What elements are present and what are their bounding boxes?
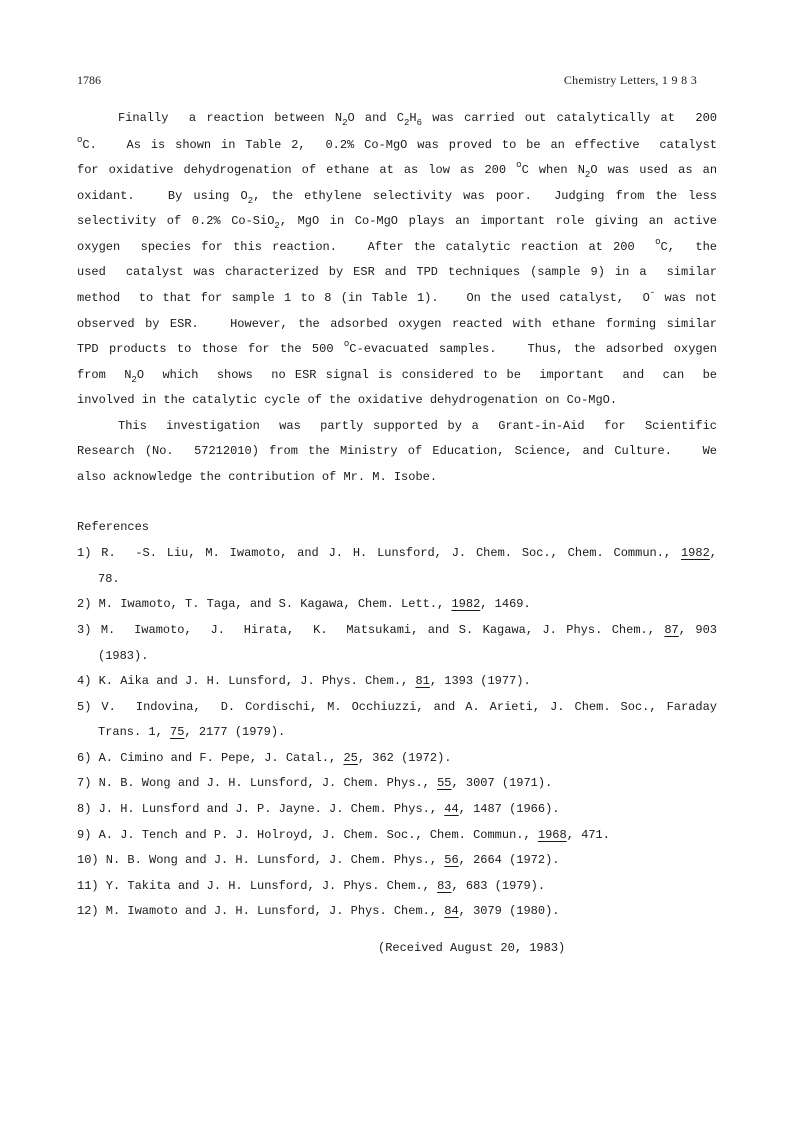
- reference-item: 5) V. Indovina, D. Cordischi, M. Occhiuzzi, and A. Arieti, J. Chem. Soc., Faraday: [77, 700, 717, 714]
- text-line: [77, 137, 717, 153]
- text-line: [77, 367, 717, 383]
- received-date: (Received August 20, 1983): [378, 941, 566, 955]
- reference-text: , 1469.: [480, 597, 531, 611]
- page-number: 1786: [77, 73, 101, 87]
- reference-item: [77, 852, 717, 868]
- reference-text: 2) M. Iwamoto, T. Taga, and S. Kagawa, Chem. Lett.,: [77, 597, 452, 611]
- reference-item: [77, 622, 717, 638]
- text-run: was not: [655, 291, 717, 305]
- text-run: C-evacuated samples. Thus, the adsorbed oxygen: [349, 342, 717, 356]
- reference-text: ,: [709, 546, 717, 560]
- reference-volume: 87: [664, 623, 679, 637]
- text-run: method to that for sample 1 to 8 (in Table 1). On the used catalyst, O: [77, 291, 650, 305]
- reference-item: [77, 775, 717, 791]
- reference-item: [77, 827, 717, 843]
- reference-text: 8) J. H. Lunsford and J. P. Jayne. J. Chem. Phys.,: [77, 802, 445, 816]
- reference-volume: 44: [444, 802, 459, 816]
- reference-volume: 81: [415, 674, 430, 688]
- superscript: -: [649, 288, 656, 298]
- reference-text: 9) A. J. Tench and P. J. Holroyd, J. Chem. Soc., Chem. Commun.,: [77, 828, 538, 842]
- superscript: o: [516, 160, 522, 170]
- text-run: Finally a reaction between N: [118, 111, 343, 125]
- text-line: involved in the catalytic cycle of the oxidative dehydrogenation on Co-MgO.: [77, 393, 618, 407]
- reference-item: [77, 878, 717, 894]
- reference-text: , 362 (1972).: [357, 751, 452, 765]
- reference-text: , 903: [678, 623, 717, 637]
- text-line: [77, 188, 717, 204]
- reference-item: [77, 750, 717, 766]
- superscript: o: [655, 237, 661, 247]
- reference-item: [77, 545, 717, 561]
- text-run: C, the: [660, 240, 717, 254]
- reference-item: [77, 673, 717, 689]
- reference-item: [77, 801, 717, 817]
- text-run: H: [409, 111, 417, 125]
- subscript: 6: [416, 118, 423, 128]
- text-line: observed by ESR. However, the adsorbed oxygen reacted with ethane forming similar: [77, 317, 717, 331]
- subscript: 2: [131, 375, 137, 385]
- text-line: This investigation was partly supported by a Grant-in-Aid for Scientific: [118, 419, 717, 433]
- superscript: o: [343, 339, 350, 349]
- text-line: [77, 162, 717, 178]
- reference-text: Trans. 1,: [98, 725, 171, 739]
- text-line: used catalyst was characterized by ESR and TPD techniques (sample 9) in a similar: [77, 265, 717, 279]
- subscript: 2: [404, 118, 410, 128]
- reference-volume: 75: [170, 725, 185, 739]
- text-run: oxygen species for this reaction. After the catalytic reaction at 200: [77, 240, 656, 254]
- text-run: O which shows no ESR signal is considered to be important and can be: [136, 368, 717, 382]
- text-run: C when N: [521, 163, 585, 177]
- reference-volume: 56: [444, 853, 459, 867]
- reference-text: , 2664 (1972).: [458, 853, 560, 867]
- text-run: O was used as an: [590, 163, 718, 177]
- references-heading: References: [77, 520, 150, 534]
- text-run: from N: [77, 368, 132, 382]
- text-line: [77, 341, 717, 357]
- text-run: for oxidative dehydrogenation of ethane at as low as 200: [77, 163, 517, 177]
- text-run: , MgO in Co-MgO plays an important role giving an active: [279, 214, 717, 228]
- reference-volume: 84: [444, 904, 459, 918]
- reference-volume: 1982: [680, 546, 710, 560]
- text-run: , the ethylene selectivity was poor. Judging from the less: [253, 189, 717, 203]
- reference-text: 7) N. B. Wong and J. H. Lunsford, J. Chem. Phys.,: [77, 776, 438, 790]
- reference-text: , 2177 (1979).: [184, 725, 286, 739]
- subscript: 2: [584, 170, 591, 180]
- reference-continuation: (1983).: [98, 649, 149, 663]
- reference-text: 1) R. -S. Liu, M. Iwamoto, and J. H. Lunsford, J. Chem. Soc., Chem. Commun.,: [77, 546, 681, 560]
- text-line: [77, 290, 717, 306]
- reference-text: 10) N. B. Wong and J. H. Lunsford, J. Chem. Phys.,: [77, 853, 445, 867]
- reference-volume: 25: [343, 751, 358, 765]
- reference-item: [77, 903, 717, 919]
- reference-text: 4) K. Aika and J. H. Lunsford, J. Phys. Chem.,: [77, 674, 416, 688]
- text-line: Research (No. 57212010) from the Ministry of Education, Science, and Culture. We: [77, 444, 717, 458]
- text-line: [77, 239, 717, 255]
- subscript: 2: [342, 118, 348, 128]
- subscript: 2: [247, 196, 254, 206]
- text-run: oxidant. By using O: [77, 189, 248, 203]
- journal-header: Chemistry Letters, 1 9 8 3: [563, 73, 697, 87]
- subscript: 2: [274, 221, 280, 231]
- text-run: TPD products to those for the 500: [77, 342, 344, 356]
- reference-text: , 1393 (1977).: [429, 674, 531, 688]
- text-line: also acknowledge the contribution of Mr. M. Isobe.: [77, 470, 438, 484]
- reference-text: 3) M. Iwamoto, J. Hirata, K. Matsukami, and S. Kagawa, J. Phys. Chem.,: [77, 623, 665, 637]
- text-run: was carried out catalytically at 200: [422, 111, 717, 125]
- reference-text: , 683 (1979).: [451, 879, 546, 893]
- reference-text: , 471.: [566, 828, 610, 842]
- text-run: O and C: [347, 111, 404, 125]
- reference-text: , 1487 (1966).: [458, 802, 560, 816]
- text-run: selectivity of 0.2% Co-SiO: [77, 214, 275, 228]
- reference-text: 6) A. Cimino and F. Pepe, J. Catal.,: [77, 751, 344, 765]
- text-line: [118, 110, 717, 126]
- reference-volume: 1968: [537, 828, 567, 842]
- reference-continuation: 78.: [98, 572, 120, 586]
- reference-text: 11) Y. Takita and J. H. Lunsford, J. Phys. Chem.,: [77, 879, 438, 893]
- reference-item: [77, 596, 717, 612]
- reference-continuation: [98, 724, 717, 740]
- superscript: o: [77, 135, 83, 145]
- reference-text: , 3079 (1980).: [458, 904, 560, 918]
- text-line: [77, 213, 717, 229]
- reference-volume: 55: [437, 776, 452, 790]
- reference-volume: 1982: [451, 597, 481, 611]
- reference-text: , 3007 (1971).: [451, 776, 553, 790]
- text-run: C. As is shown in Table 2, 0.2% Co-MgO was proved to be an effective catalyst: [82, 138, 717, 152]
- reference-volume: 83: [437, 879, 452, 893]
- reference-text: 12) M. Iwamoto and J. H. Lunsford, J. Phys. Chem.,: [77, 904, 445, 918]
